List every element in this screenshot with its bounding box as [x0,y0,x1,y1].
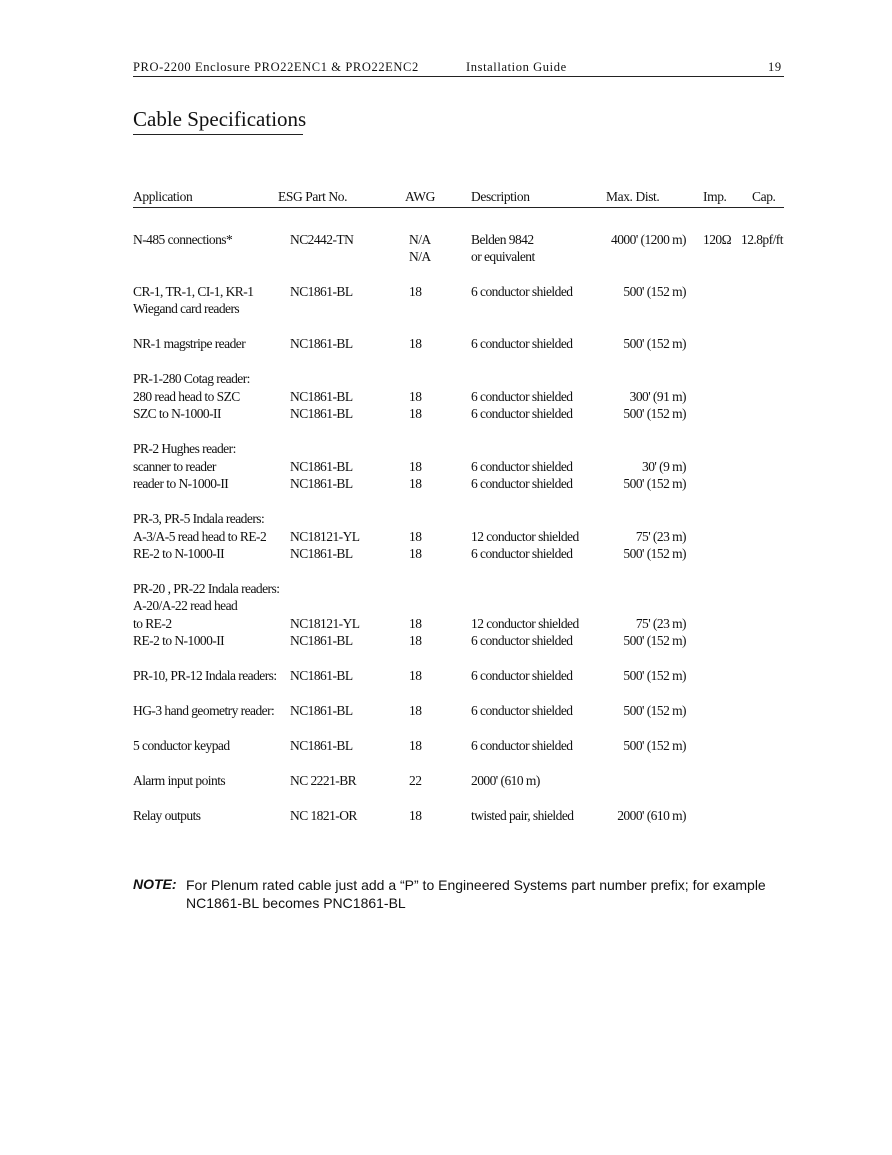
table-cell-application: A-20/A-22 read head [133,598,238,613]
table-cell-part: NC1861-BL [290,668,353,683]
table-cell-dist: 75' (23 m) [635,529,686,544]
table-cell-description: 6 conductor shielded [471,703,573,718]
col-header-description: Description [471,189,530,204]
table-cell-application: PR-10, PR-12 Indala readers: [133,668,277,683]
table-cell-dist: 500' (152 m) [623,738,686,753]
table-cell-description: 6 conductor shielded [471,738,573,753]
table-cell-description: or equivalent [471,249,535,264]
table-cell-application: Wiegand card readers [133,301,240,316]
table-cell-awg: 18 [409,546,422,561]
table-cell-application: Relay outputs [133,808,201,823]
table-cell-application: A-3/A-5 read head to RE-2 [133,529,267,544]
col-header-cap: Cap. [752,189,776,204]
table-cell-application: CR-1, TR-1, CI-1, KR-1 [133,284,254,299]
table-cell-part: NC18121-YL [290,529,360,544]
table-header-rule [133,207,784,208]
table-cell-part: NC1861-BL [290,459,353,474]
table-cell-description: 12 conductor shielded [471,529,579,544]
table-cell-description: 6 conductor shielded [471,546,573,561]
table-cell-description: twisted pair, shielded [471,808,574,823]
table-cell-application: RE-2 to N-1000-II [133,633,225,648]
table-cell-dist: 2000' (610 m) [617,808,686,823]
col-header-awg: AWG [405,189,435,204]
table-cell-dist: 500' (152 m) [623,336,686,351]
table-cell-application: PR-20 , PR-22 Indala readers: [133,581,280,596]
table-cell-dist: 500' (152 m) [623,284,686,299]
table-cell-dist: 500' (152 m) [623,668,686,683]
table-cell-part: NC1861-BL [290,284,353,299]
table-cell-application: 280 read head to SZC [133,389,240,404]
table-cell-part: NC18121-YL [290,616,360,631]
note-text: For Plenum rated cable just add a “P” to Engineered Systems part number prefix; for example NC1861-BL becomes PNC1861-BL [186,877,766,911]
table-cell-awg: 18 [409,808,422,823]
table-cell-awg: 18 [409,476,422,491]
table-cell-description: 6 conductor shielded [471,336,573,351]
running-header-left: PRO-2200 Enclosure PRO22ENC1 & PRO22ENC2 [133,60,419,74]
table-cell-part: NC1861-BL [290,633,353,648]
table-cell-dist: 500' (152 m) [623,633,686,648]
table-cell-description: 6 conductor shielded [471,389,573,404]
table-cell-part: NC 2221-BR [290,773,357,788]
table-cell-application: SZC to N-1000-II [133,406,221,421]
table-cell-application: to RE-2 [133,616,172,631]
table-cell-application: RE-2 to N-1000-II [133,546,225,561]
table-cell-awg: 18 [409,336,422,351]
table-cell-awg: 18 [409,529,422,544]
table-cell-imp: 120Ω [703,232,732,247]
table-cell-awg: N/A [409,232,431,247]
table-cell-part: NC 1821-OR [290,808,357,823]
col-header-dist: Max. Dist. [606,189,660,204]
table-cell-application: PR-1-280 Cotag reader: [133,371,250,386]
table-cell-part: NC1861-BL [290,336,353,351]
table-cell-part: NC1861-BL [290,703,353,718]
table-cell-awg: 18 [409,738,422,753]
table-cell-application: HG-3 hand geometry reader: [133,703,275,718]
col-header-part: ESG Part No. [278,189,348,204]
table-cell-awg: 18 [409,616,422,631]
table-cell-awg: 18 [409,703,422,718]
table-cell-description: 6 conductor shielded [471,633,573,648]
table-cell-description: Belden 9842 [471,232,534,247]
table-cell-part: NC1861-BL [290,546,353,561]
table-cell-awg: 18 [409,389,422,404]
table-cell-awg: N/A [409,249,431,264]
table-cell-application: reader to N-1000-II [133,476,229,491]
table-cell-description: 6 conductor shielded [471,284,573,299]
table-cell-application: Alarm input points [133,773,226,788]
table-cell-application: NR-1 magstripe reader [133,336,246,351]
table-cell-application: scanner to reader [133,459,216,474]
table-cell-dist: 30' (9 m) [642,459,686,474]
table-cell-description: 6 conductor shielded [471,668,573,683]
table-cell-dist: 75' (23 m) [635,616,686,631]
table-cell-dist: 4000' (1200 m) [611,232,686,247]
table-cell-awg: 22 [409,773,422,788]
table-cell-application: PR-2 Hughes reader: [133,441,236,456]
table-cell-description: 6 conductor shielded [471,406,573,421]
table-cell-dist: 500' (152 m) [623,703,686,718]
table-cell-part: NC1861-BL [290,389,353,404]
col-header-imp: Imp. [703,189,727,204]
table-cell-application: PR-3, PR-5 Indala readers: [133,511,265,526]
table-cell-part: NC2442-TN [290,232,354,247]
table-cell-application: N-485 connections* [133,232,233,247]
header-rule [133,76,784,77]
table-cell-cap: 12.8pf/ft [741,232,783,247]
table-cell-awg: 18 [409,406,422,421]
table-cell-dist: 500' (152 m) [623,476,686,491]
running-header-center: Installation Guide [466,60,567,74]
title-underline [133,134,303,135]
table-cell-awg: 18 [409,633,422,648]
table-cell-awg: 18 [409,459,422,474]
table-cell-part: NC1861-BL [290,406,353,421]
table-cell-dist: 500' (152 m) [623,546,686,561]
table-cell-part: NC1861-BL [290,738,353,753]
section-title: Cable Specifications [133,107,307,131]
col-header-application: Application [133,189,193,204]
table-cell-dist: 300' (91 m) [629,389,686,404]
table-cell-description: 6 conductor shielded [471,459,573,474]
table-cell-description: 2000' (610 m) [471,773,540,788]
table-cell-part: NC1861-BL [290,476,353,491]
note-label: NOTE: [133,876,177,892]
table-cell-application: 5 conductor keypad [133,738,230,753]
page-number: 19 [768,60,782,74]
table-cell-awg: 18 [409,668,422,683]
table-cell-dist: 500' (152 m) [623,406,686,421]
table-cell-description: 12 conductor shielded [471,616,579,631]
table-cell-awg: 18 [409,284,422,299]
table-cell-description: 6 conductor shielded [471,476,573,491]
